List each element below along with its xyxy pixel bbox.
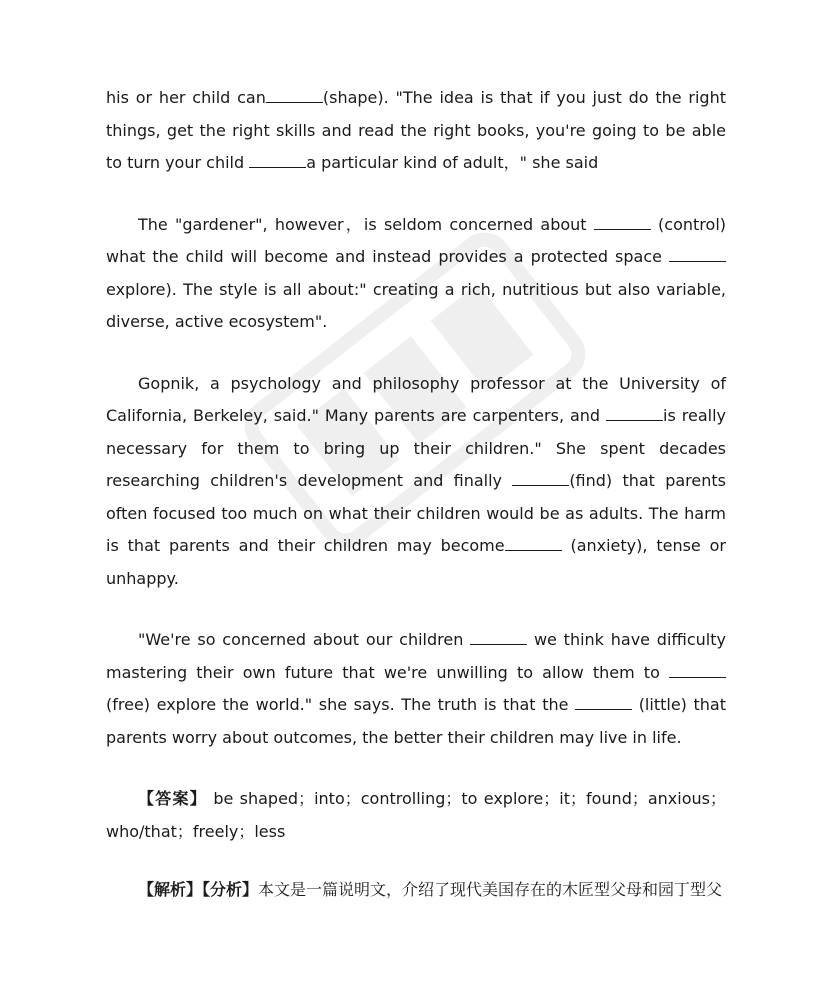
text-segment: is really necessary for them to bring up their children." She spent decades researching children's development and finally <box>106 406 726 490</box>
paragraph-4 <box>106 624 726 754</box>
analysis-text: 本文是一篇说明文，介绍了现代美国存在的木匠型父母和园丁型父 <box>258 880 723 899</box>
text-segment: explore). The style is all about:" creating a rich, nutritious but also variable, diverse, active ecosystem". <box>106 279 726 331</box>
text-segment: "We're so concerned about our children <box>138 630 471 649</box>
text-segment: we think have difficulty mastering their own future that we're unwilling to allow them to <box>106 630 726 682</box>
answer-blank <box>669 661 726 678</box>
answer-text: be shaped；into；controlling；to explore；it；found；anxious；who/that；freely；less <box>106 789 726 841</box>
text-segment: The "gardener", however，is seldom concerned about <box>138 214 594 234</box>
answer-blank <box>606 404 663 421</box>
answer-blank <box>505 534 562 551</box>
document-page <box>106 82 726 907</box>
text-segment: his or her child can <box>106 88 266 107</box>
answer-blank <box>249 151 306 168</box>
text-segment: (control) what the child will become and instead provides a protected space <box>106 214 726 266</box>
text-segment: (shape). "The idea is that if you just do the right things, get the right skills and read the right books, you're going to be able to turn your child <box>106 88 727 172</box>
answer-blank <box>266 86 323 103</box>
text-segment: (little) that parents worry about outcomes, the better their children may live in life. <box>106 695 727 747</box>
paragraph-3 <box>106 368 726 596</box>
answer-blank <box>594 213 651 230</box>
analysis-paragraph <box>106 874 726 907</box>
text-segment: (find) that parents often focused too much on what their children would be as adults. The harm is that parents and their children may become <box>106 471 726 555</box>
text-segment: (anxiety), tense or unhappy. <box>106 536 726 588</box>
answer-blank <box>512 469 569 486</box>
answer-paragraph <box>106 783 726 848</box>
paragraph-1 <box>106 82 726 180</box>
answer-blank <box>470 628 527 645</box>
analysis-sub-label: 【分析】 <box>202 880 259 899</box>
text-segment: (free) explore the world." she says. The truth is that the <box>106 695 576 714</box>
paragraph-2 <box>106 209 726 339</box>
answer-label: 【答案】 <box>138 789 207 808</box>
answer-blank <box>575 693 632 710</box>
analysis-label: 【解析】 <box>138 880 203 899</box>
answer-blank <box>669 245 726 262</box>
text-segment: Gopnik, a psychology and philosophy professor at the University of California, Berkeley, said." Many parents are carpenters, and <box>106 373 726 425</box>
text-segment: a particular kind of adult，" she said <box>306 153 599 172</box>
